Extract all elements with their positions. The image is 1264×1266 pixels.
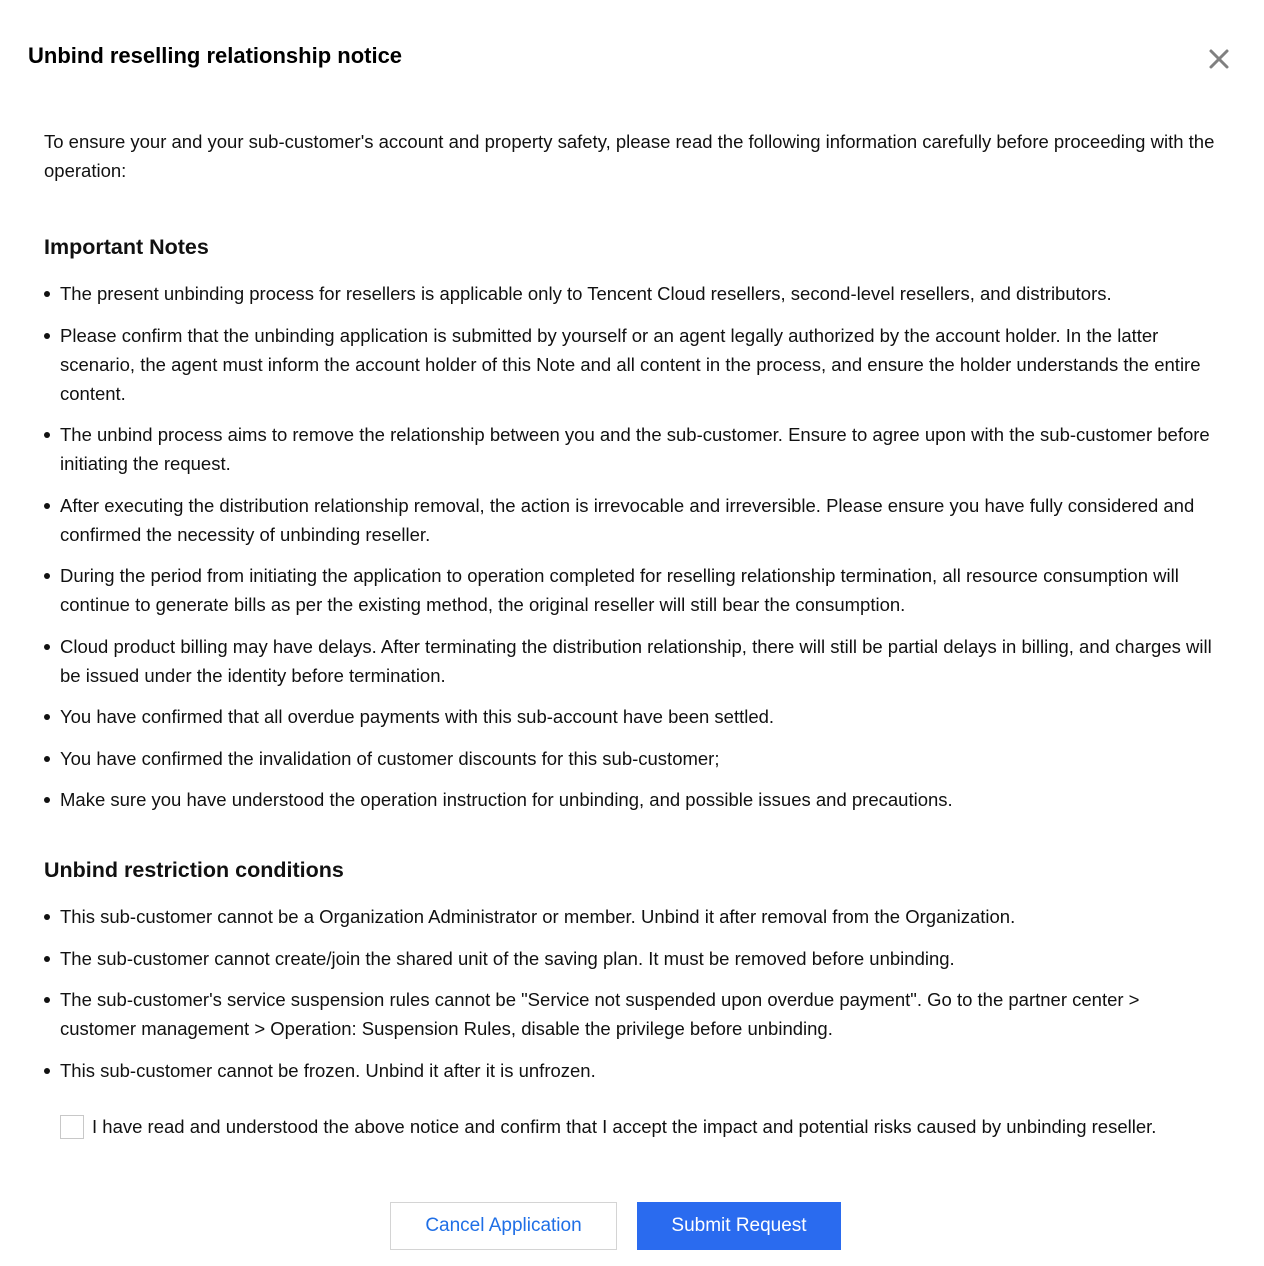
close-button[interactable]	[1204, 44, 1234, 74]
agreement-label[interactable]: I have read and understood the above notice and confirm that I accept the impact and potential risks caused by unbinding reseller.	[92, 1116, 1157, 1137]
agreement-checkbox[interactable]	[60, 1115, 84, 1139]
list-item: The sub-customer cannot create/join the shared unit of the saving plan. It must be removed before unbinding.	[44, 944, 1219, 973]
close-icon	[1208, 48, 1230, 70]
submit-request-button[interactable]: Submit Request	[637, 1202, 841, 1250]
intro-text: To ensure your and your sub-customer's account and property safety, please read the following information carefully before proceeding with the operation:	[44, 131, 1215, 181]
list-item: The unbind process aims to remove the relationship between you and the sub-customer. Ensure to agree upon with the sub-customer before initiating the request.	[44, 420, 1219, 478]
restriction-conditions-list	[44, 902, 1219, 1085]
list-item: The sub-customer's service suspension rules cannot be "Service not suspended upon overdue payment". Go to the partner center > customer management > Operation: Suspension Rules, disable the privilege before unbinding.	[44, 985, 1219, 1043]
list-item: After executing the distribution relationship removal, the action is irrevocable and irreversible. Please ensure you have fully considered and confirmed the necessity of unbinding reseller.	[44, 491, 1219, 549]
list-item: Make sure you have understood the operation instruction for unbinding, and possible issues and precautions.	[44, 785, 1219, 814]
list-item: This sub-customer cannot be a Organization Administrator or member. Unbind it after removal from the Organization.	[44, 902, 1219, 931]
dialog-title: Unbind reselling relationship notice	[28, 43, 403, 68]
list-item: This sub-customer cannot be frozen. Unbind it after it is unfrozen.	[44, 1056, 1219, 1085]
list-item: Please confirm that the unbinding application is submitted by yourself or an agent legally authorized by the account holder. In the latter scenario, the agent must inform the account holder of this Note and all content in the process, and ensure the holder understands the entire content.	[44, 321, 1219, 408]
important-notes-list	[44, 279, 1219, 814]
list-item: You have confirmed the invalidation of customer discounts for this sub-customer;	[44, 744, 1219, 773]
list-item: The present unbinding process for resellers is applicable only to Tencent Cloud resellers, second-level resellers, and distributors.	[44, 279, 1219, 308]
cancel-application-button[interactable]: Cancel Application	[390, 1202, 617, 1250]
dialog-body	[44, 127, 1219, 1097]
restriction-conditions-heading: Unbind restriction conditions	[44, 858, 344, 882]
list-item: You have confirmed that all overdue payments with this sub-account have been settled.	[44, 702, 1219, 731]
important-notes-heading: Important Notes	[44, 235, 209, 259]
agreement-row	[60, 1114, 1170, 1140]
list-item: During the period from initiating the application to operation completed for reselling relationship termination, all resource consumption will continue to generate bills as per the existing method, the original reseller will still bear the consumption.	[44, 561, 1219, 619]
list-item: Cloud product billing may have delays. After terminating the distribution relationship, there will still be partial delays in billing, and charges will be issued under the identity before termination.	[44, 632, 1219, 690]
